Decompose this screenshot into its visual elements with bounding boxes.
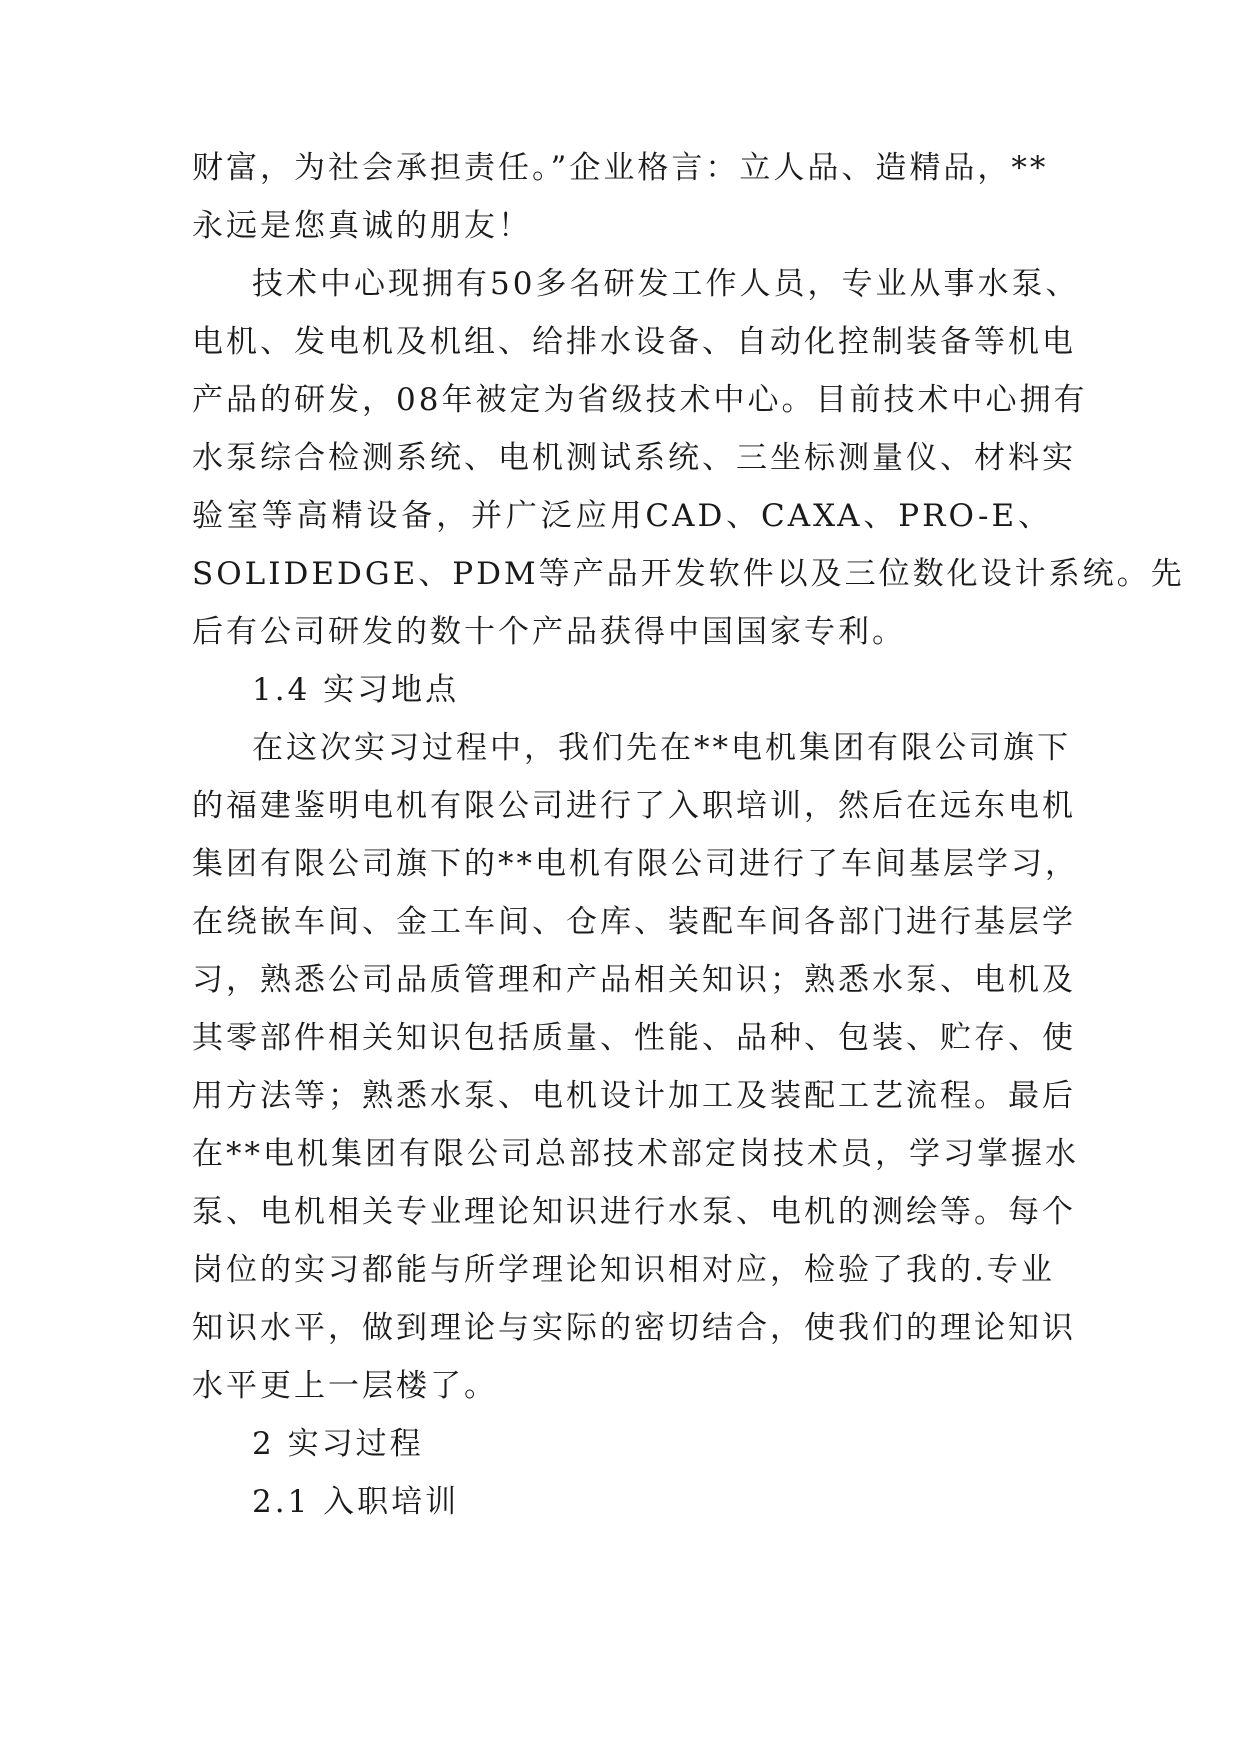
paragraph-line: 水平更上一层楼了。 <box>192 1368 498 1404</box>
paragraph-line: 技术中心现拥有50多名研发工作人员，专业从事水泵、 <box>252 266 1080 302</box>
paragraph-line: 岗位的实习都能与所学理论知识相对应，检验了我的.专业 <box>192 1252 1055 1288</box>
paragraph-line: 知识水平，做到理论与实际的密切结合，使我们的理论知识 <box>192 1310 1076 1346</box>
paragraph-line: 在**电机集团有限公司总部技术部定岗技术员，学习掌握水 <box>192 1136 1079 1172</box>
paragraph-line: 水泵综合检测系统、电机测试系统、三坐标测量仪、材料实 <box>192 440 1076 476</box>
paragraph-line: 习，熟悉公司品质管理和产品相关知识；熟悉水泵、电机及 <box>192 962 1076 998</box>
paragraph-line: 在绕嵌车间、金工车间、仓库、装配车间各部门进行基层学 <box>192 904 1076 940</box>
paragraph-line: 泵、电机相关专业理论知识进行水泵、电机的测绘等。每个 <box>192 1194 1076 1230</box>
paragraph-line: 集团有限公司旗下的**电机有限公司进行了车间基层学习， <box>192 846 1079 882</box>
paragraph-line: 产品的研发，08年被定为省级技术中心。目前技术中心拥有 <box>192 382 1088 418</box>
paragraph-line: 永远是您真诚的朋友！ <box>192 208 532 244</box>
section-heading: 2 实习过程 <box>252 1426 424 1462</box>
paragraph-line: 的福建鉴明电机有限公司进行了入职培训，然后在远东电机 <box>192 788 1076 824</box>
paragraph-line: 后有公司研发的数十个产品获得中国国家专利。 <box>192 614 906 650</box>
paragraph-line: 财富，为社会承担责任。”企业格言：立人品、造精品，** <box>192 150 1049 186</box>
paragraph-line: 其零部件相关知识包括质量、性能、品种、包装、贮存、使 <box>192 1020 1076 1056</box>
section-heading: 2.1 入职培训 <box>252 1484 460 1520</box>
section-heading: 1.4 实习地点 <box>252 672 460 708</box>
paragraph-line: 在这次实习过程中，我们先在**电机集团有限公司旗下 <box>252 730 1071 766</box>
paragraph-line: 用方法等；熟悉水泵、电机设计加工及装配工艺流程。最后 <box>192 1078 1076 1114</box>
paragraph-line: SOLIDEDGE、PDM等产品开发软件以及三位数化设计系统。先 <box>192 556 1185 592</box>
paragraph-line: 验室等高精设备，并广泛应用CAD、CAXA、PRO-E、 <box>192 498 1052 534</box>
paragraph-line: 电机、发电机及机组、给排水设备、自动化控制装备等机电 <box>192 324 1076 360</box>
